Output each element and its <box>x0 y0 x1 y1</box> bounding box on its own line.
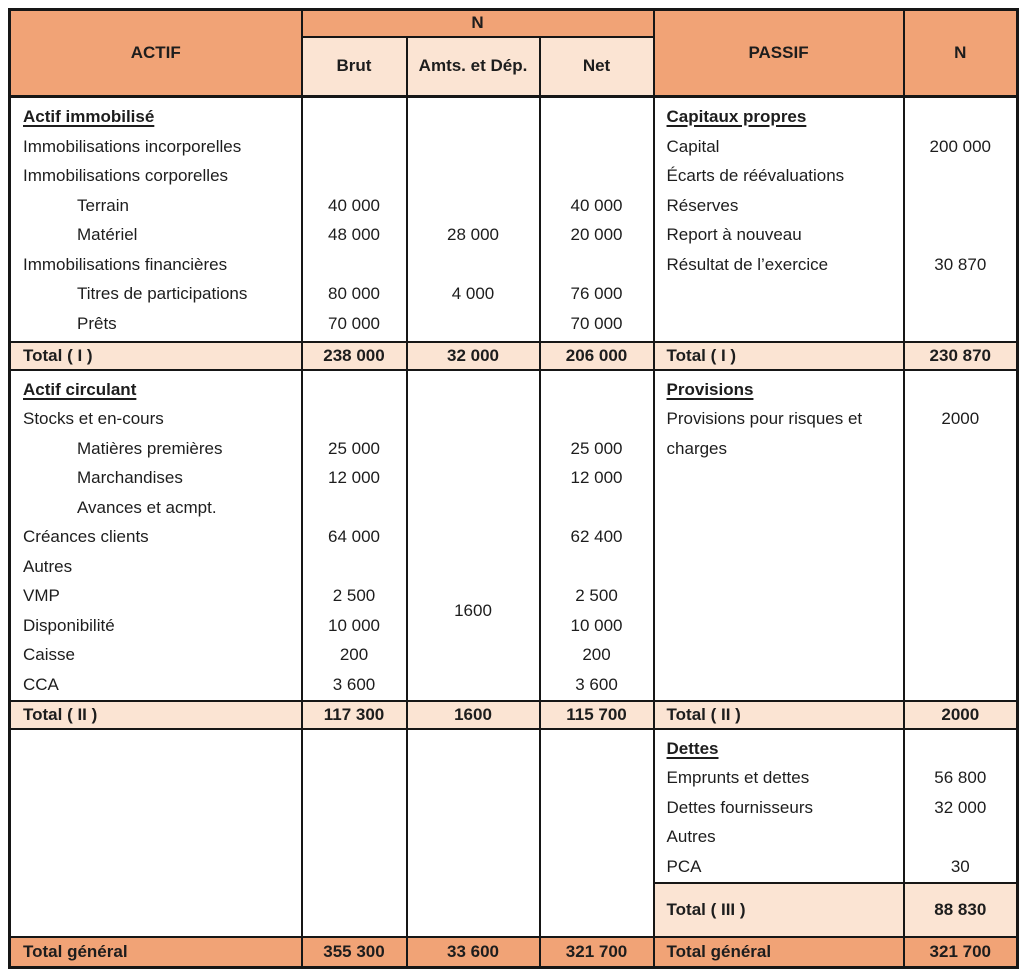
brut-value: 48 000 <box>328 225 380 244</box>
empty-line <box>408 161 539 191</box>
header-n-right: N <box>904 10 1018 97</box>
empty-line <box>905 822 1017 852</box>
passif-total-general-label: Total général <box>654 937 904 968</box>
passif-total2-label: Total ( II ) <box>654 701 904 729</box>
row-label: Matériel <box>77 225 138 244</box>
row-label: Disponibilité <box>23 615 115 635</box>
section-heading: Dettes <box>666 738 719 758</box>
empty-line <box>541 250 653 280</box>
header-passif: PASSIF <box>654 10 904 97</box>
n-value: 30 <box>950 856 970 876</box>
brut-value: 12 000 <box>328 468 380 487</box>
brut-value: 2 500 <box>332 586 376 605</box>
passif-total-general-n: 321 700 <box>904 937 1018 968</box>
actif-total-general-brut: 355 300 <box>302 937 407 968</box>
actif-s3-empty-net <box>540 729 654 937</box>
row-label: Immobilisations corporelles <box>23 166 229 185</box>
empty-line <box>408 250 539 280</box>
passif-total3-label: Total ( III ) <box>654 883 904 937</box>
empty-line <box>541 493 653 523</box>
actif-s3-empty-labels <box>10 729 302 937</box>
actif-total1-net: 206 000 <box>540 342 654 370</box>
row-label: Immobilisations incorporelles <box>23 136 242 156</box>
brut-value: 3 600 <box>332 674 376 694</box>
row-label: Caisse <box>23 645 75 664</box>
actif-s3-empty-brut <box>302 729 407 937</box>
row-label: Immobilisations financières <box>23 254 228 274</box>
empty-line <box>303 375 406 405</box>
actif-s1-net <box>540 97 654 342</box>
header-n-group: N <box>302 10 654 37</box>
section-heading: Actif circulant <box>23 379 137 399</box>
header-amts: Amts. et Dép. <box>407 37 540 97</box>
brut-value: 40 000 <box>328 195 380 215</box>
row-label: VMP <box>23 586 60 605</box>
passif-total2-n: 2000 <box>904 701 1018 729</box>
actif-total2-brut: 117 300 <box>302 701 407 729</box>
actif-total-general-amts: 33 600 <box>407 937 540 968</box>
row-label: Écarts de réévaluations <box>666 166 845 185</box>
row-label: Prêts <box>77 313 117 333</box>
actif-total-general-label: Total général <box>10 937 302 968</box>
net-value: 3 600 <box>575 674 618 694</box>
passif-total3-n: 88 830 <box>904 883 1018 937</box>
amts-value: 28 000 <box>447 225 499 244</box>
empty-line <box>905 220 1017 250</box>
row-label: Réserves <box>666 195 739 215</box>
empty-line <box>905 102 1017 132</box>
empty-line <box>905 375 1017 405</box>
empty-line <box>408 309 539 339</box>
empty-line <box>303 552 406 582</box>
row-label: Autres <box>666 827 716 846</box>
section-heading: Capitaux propres <box>666 107 807 126</box>
actif-total1-brut: 238 000 <box>302 342 407 370</box>
actif-total2-net: 115 700 <box>540 701 654 729</box>
net-value: 62 400 <box>570 527 623 546</box>
net-value: 40 000 <box>570 195 623 215</box>
row-label: Autres <box>23 556 73 576</box>
passif-s3-n <box>904 729 1018 883</box>
empty-line <box>541 102 653 132</box>
net-value: 2 500 <box>575 586 618 605</box>
header-brut: Brut <box>302 37 407 97</box>
empty-line <box>541 161 653 191</box>
empty-line <box>541 132 653 162</box>
row-label: Créances clients <box>23 527 149 546</box>
net-value: 10 000 <box>570 615 623 635</box>
actif-total2-amts: 1600 <box>407 701 540 729</box>
brut-value: 25 000 <box>328 438 380 458</box>
actif-s1-brut <box>302 97 407 342</box>
row-label: Provisions pour risques et <box>666 409 863 428</box>
empty-line <box>541 375 653 405</box>
passif-s2-n <box>904 370 1018 701</box>
row-label: Avances et acmpt. <box>77 497 217 517</box>
row-label: Emprunts et dettes <box>666 768 810 787</box>
row-label: Matières premières <box>77 438 223 458</box>
actif-s1-amts <box>407 97 540 342</box>
net-value: 12 000 <box>570 468 623 487</box>
row-label: PCA <box>666 856 702 876</box>
actif-total-general-net: 321 700 <box>540 937 654 968</box>
row-label: charges <box>666 438 728 458</box>
passif-s3-labels <box>654 729 904 883</box>
empty-line <box>408 191 539 221</box>
row-label: Dettes fournisseurs <box>666 797 813 817</box>
n-value: 32 000 <box>934 797 987 817</box>
passif-s1-n <box>904 97 1018 342</box>
spacer <box>408 375 539 582</box>
empty-line <box>905 161 1017 191</box>
actif-s2-amts <box>407 370 540 701</box>
brut-value: 80 000 <box>328 284 380 303</box>
balance-sheet <box>8 8 1019 969</box>
empty-line <box>905 734 1017 764</box>
actif-s2-labels <box>10 370 302 701</box>
row-label: Titres de participations <box>77 284 248 303</box>
section-heading: Actif immobilisé <box>23 107 155 126</box>
net-value: 20 000 <box>570 225 623 244</box>
actif-s2-net <box>540 370 654 701</box>
net-value: 200 <box>582 645 611 664</box>
brut-value: 10 000 <box>328 615 380 635</box>
row-label: Capital <box>666 136 720 156</box>
brut-value: 64 000 <box>328 527 380 546</box>
empty-line <box>905 434 1017 464</box>
amts-merged-value: 1600 <box>454 600 492 620</box>
n-value: 56 800 <box>934 768 987 787</box>
empty-line <box>303 102 406 132</box>
row-label: Report à nouveau <box>666 225 802 244</box>
section-heading: Provisions <box>666 379 754 399</box>
empty-line <box>408 102 539 132</box>
net-value: 25 000 <box>570 438 623 458</box>
empty-line <box>303 161 406 191</box>
actif-total1-label: Total ( I ) <box>10 342 302 370</box>
passif-total1-n: 230 870 <box>904 342 1018 370</box>
header-actif: ACTIF <box>10 10 302 97</box>
passif-total1-label: Total ( I ) <box>654 342 904 370</box>
net-value: 76 000 <box>570 284 623 303</box>
empty-line <box>541 404 653 434</box>
actif-s1-labels <box>10 97 302 342</box>
empty-line <box>905 191 1017 221</box>
actif-s3-empty-amts <box>407 729 540 937</box>
n-value: 200 000 <box>929 136 991 156</box>
actif-total1-amts: 32 000 <box>407 342 540 370</box>
brut-value: 70 000 <box>328 313 380 333</box>
header-net: Net <box>540 37 654 97</box>
amts-value: 4 000 <box>451 284 495 303</box>
empty-line <box>303 250 406 280</box>
n-value: 2000 <box>941 409 980 428</box>
row-label: Terrain <box>77 195 129 215</box>
actif-total2-label: Total ( II ) <box>10 701 302 729</box>
brut-value: 200 <box>339 645 369 664</box>
empty-line <box>541 552 653 582</box>
passif-s1-labels <box>654 97 904 342</box>
row-label: CCA <box>23 674 59 694</box>
row-label: Marchandises <box>77 468 183 487</box>
row-label: Stocks et en-cours <box>23 409 164 428</box>
empty-line <box>303 404 406 434</box>
n-value: 30 870 <box>934 254 987 274</box>
empty-line <box>303 493 406 523</box>
net-value: 70 000 <box>570 313 623 333</box>
actif-s2-brut <box>302 370 407 701</box>
passif-s2-labels <box>654 370 904 701</box>
empty-line <box>408 132 539 162</box>
empty-line <box>303 132 406 162</box>
row-label: Résultat de l’exercice <box>666 254 829 274</box>
